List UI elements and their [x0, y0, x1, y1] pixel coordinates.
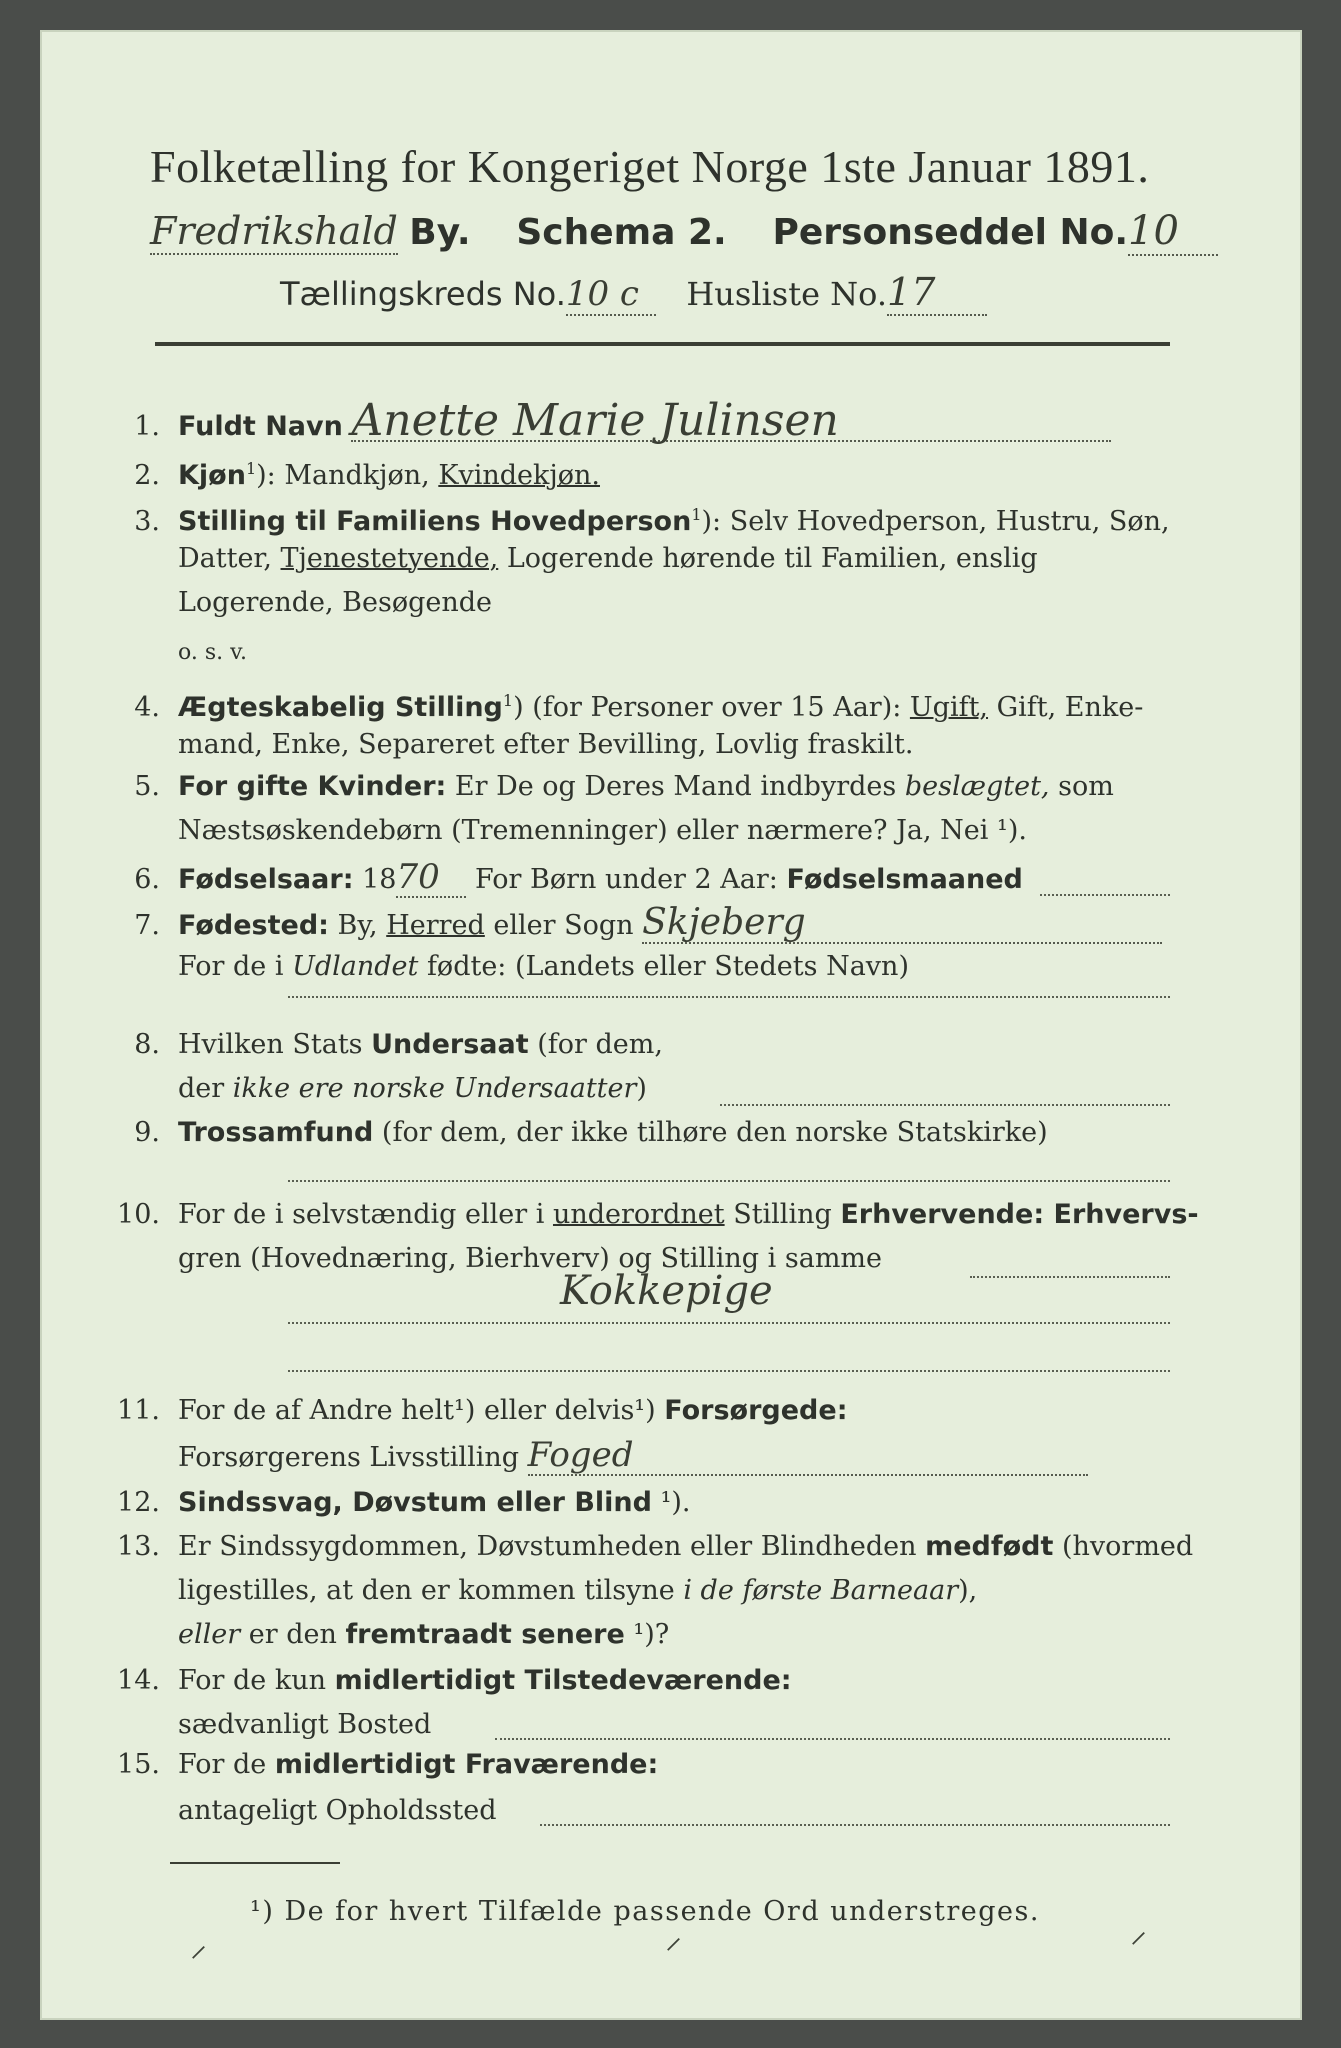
q10-occupation-answer: Kokkepige [560, 1268, 773, 1314]
header-line-kreds [280, 270, 987, 316]
q10-line2: gren (Hovednæring, Bierhverv) og Stilling i samme [178, 1243, 883, 1274]
q13-eller: eller [178, 1619, 241, 1650]
q13-footnote: ¹)? [624, 1619, 670, 1650]
q1-number: 1. [134, 411, 160, 442]
q12-footnote: ¹). [651, 1487, 691, 1518]
q12 [100, 1484, 691, 1522]
q7 [100, 904, 1162, 945]
q7-fill-line [288, 996, 1170, 998]
q5-som: som [1049, 771, 1114, 802]
q3-line3: Logerende, Besøgende [178, 587, 492, 618]
q15-text: For de [178, 1749, 275, 1780]
q2-label: Kjøn [178, 460, 246, 491]
q13-medfodt: medfødt [925, 1531, 1054, 1562]
q3-label: Stilling til Familiens Hovedperson [178, 506, 692, 537]
q7-line2 [178, 948, 909, 986]
q13-line2 [178, 1572, 977, 1610]
q14-number: 14. [117, 1665, 160, 1696]
q15-fravaerende: midlertidigt Fraværende: [274, 1749, 659, 1780]
q12-number: 12. [117, 1487, 160, 1518]
q1 [100, 395, 1111, 446]
q14-fill-line [495, 1738, 1170, 1740]
kreds-number: 10 c [566, 274, 656, 316]
q13-er-den: er den [240, 1619, 346, 1650]
q9-fill-line [288, 1180, 1170, 1182]
q10-fill-line-3 [288, 1370, 1170, 1372]
q10-number: 10. [117, 1199, 160, 1230]
q7-landets: fødte: (Landets eller Stedets Navn) [418, 951, 909, 982]
q4-line2: mand, Enke, Separeret efter Bevilling, Lovlig fraskilt. [178, 729, 914, 760]
q4-text: ) (for Personer over 15 Aar): [513, 692, 910, 723]
personseddel-label: Personseddel No. [772, 212, 1129, 253]
q1-label: Fuldt Navn [178, 411, 343, 442]
header-rule [155, 342, 1170, 346]
q5 [100, 768, 1114, 806]
q8 [100, 1026, 663, 1064]
q10-fill-line-1 [970, 1276, 1170, 1278]
q2 [100, 450, 600, 495]
q6 [100, 858, 1023, 899]
q3-logerende: Logerende hørende til Familien, enslig [498, 543, 1038, 574]
q8-der: der [178, 1073, 233, 1104]
q11-line2 [178, 1436, 1088, 1477]
q2-number: 2. [134, 460, 160, 491]
q14 [100, 1662, 792, 1700]
by-label: By. [409, 212, 471, 253]
q8-text: Hvilken Stats [178, 1029, 372, 1060]
q7-herred-underlined: Herred [386, 910, 485, 941]
q12-label: Sindssvag, Døvstum eller Blind [178, 1487, 652, 1518]
husliste-number: 17 [887, 270, 987, 316]
q6-year-handwritten: 70 [396, 858, 466, 898]
q13-number: 13. [117, 1531, 160, 1562]
q9-text: (for dem, der ikke tilhøre den norske Statskirke) [373, 1117, 1048, 1148]
q11-livsstilling-label: Forsørgerens Livsstilling [178, 1442, 520, 1473]
q10-fill-line-2 [288, 1322, 1170, 1324]
header-line-town [150, 208, 1218, 256]
form-title: Folketælling for Kongeriget Norge 1ste Januar 1891. [150, 141, 1150, 192]
q14-tilstedevaerende: midlertidigt Tilstedeværende: [334, 1665, 792, 1696]
q13 [100, 1528, 1193, 1566]
q3-footnote-ref: 1 [691, 505, 702, 524]
q11-provider-answer: Foged [528, 1436, 1088, 1476]
q7-number: 7. [134, 910, 160, 941]
footnote-rule [170, 1862, 340, 1864]
q10-stilling: Stilling [724, 1199, 841, 1230]
q14-line2: sædvanligt Bosted [178, 1709, 432, 1740]
q3-line2 [178, 540, 1038, 578]
town-handwritten: Fredrikshald [150, 209, 398, 253]
q8-paren: ) [636, 1073, 647, 1104]
q2-footnote-ref: 1 [245, 459, 257, 478]
q14-text: For de kun [178, 1665, 335, 1696]
q13-hvormed: (hvormed [1053, 1531, 1194, 1562]
q8-ikke-norske: ikke ere norske Undersaatter [232, 1073, 637, 1104]
q8-fill-line [720, 1104, 1170, 1106]
q5-text: Er De og Deres Mand indbyrdes [446, 771, 905, 802]
q13-barneaar: i de første Barneaar [683, 1575, 959, 1606]
q4 [100, 682, 1143, 727]
stray-mark-left: ⸝ [190, 1925, 207, 1965]
q6-number: 6. [134, 864, 160, 895]
q10-erhvervende: Erhvervende: Erhvervs- [840, 1199, 1199, 1230]
q7-sogn: eller Sogn [484, 910, 634, 941]
q4-gift-enke: Gift, Enke- [988, 692, 1144, 723]
q5-beslaegtet: beslægtet, [904, 771, 1050, 802]
schema-label: Schema 2. [516, 212, 727, 253]
q7-label: Fødested: [178, 910, 329, 941]
q3-number: 3. [134, 506, 160, 537]
census-form [40, 30, 1302, 2020]
q3-datter: Datter, [178, 543, 281, 574]
q6-text: For Børn under 2 Aar: [466, 864, 787, 895]
stray-mark-middle: ⸝ [665, 1917, 682, 1957]
q13-text: Er Sindssygdommen, Døvstumheden eller Blindheden [178, 1531, 926, 1562]
q6-fill-line [1040, 894, 1170, 896]
q11 [100, 1392, 848, 1430]
stray-mark-right: ⸝ [1130, 1911, 1147, 1951]
q3-tjenestetyende-underlined: Tjenestetyende, [280, 543, 499, 574]
q7-udlandet: Udlandet [292, 951, 419, 982]
q3-line4: o. s. v. [178, 640, 247, 665]
q15 [100, 1746, 658, 1784]
q10-underordnet-underlined: underordnet [552, 1199, 725, 1230]
q8-for-dem: (for dem, [528, 1029, 663, 1060]
footnote: ¹) De for hvert Tilfælde passende Ord understreges. [250, 1896, 1040, 1927]
q11-text: For de af Andre helt¹) eller delvis¹) [178, 1395, 665, 1426]
q4-footnote-ref: 1 [502, 691, 514, 710]
q8-line2 [178, 1070, 647, 1108]
q15-number: 15. [117, 1749, 160, 1780]
q5-label: For gifte Kvinder: [178, 771, 447, 802]
q5-line2: Næstsøskendebørn (Tremenninger) eller nærmere? Ja, Nei ¹). [178, 815, 1027, 846]
q13-ligestilles: ligestilles, at den er kommen tilsyne [178, 1575, 684, 1606]
q4-number: 4. [134, 692, 160, 723]
q9-label: Trossamfund [178, 1117, 374, 1148]
q10-text: For de i selvstændig eller i [178, 1199, 553, 1230]
q6-year-prefix: 18 [353, 864, 397, 895]
q13-line3 [178, 1616, 669, 1654]
husliste-label: Husliste No. [686, 275, 888, 313]
q6-label: Fødselsaar: [178, 864, 354, 895]
q8-undersaat: Undersaat [371, 1029, 529, 1060]
q7-for-de-i: For de i [178, 951, 293, 982]
q9-number: 9. [134, 1117, 160, 1148]
q5-number: 5. [134, 771, 160, 802]
q3-line1: ): Selv Hovedperson, Hustru, Søn, [701, 506, 1170, 537]
q9 [100, 1114, 1048, 1152]
q6-birth-month-label: Fødselsmaaned [786, 864, 1023, 895]
q15-fill-line [540, 1824, 1170, 1826]
q2-text-female-underlined: Kvindekjøn. [438, 460, 600, 491]
q13-paren: ), [958, 1575, 978, 1606]
personseddel-number: 10 [1128, 208, 1218, 256]
q4-ugift-underlined: Ugift, [909, 692, 989, 723]
q7-by: By, [328, 910, 387, 941]
q8-number: 8. [134, 1029, 160, 1060]
q1-name-answer: Anette Marie Julinsen [351, 402, 1111, 442]
q10 [100, 1196, 1199, 1234]
q11-forsorgede: Forsørgede: [664, 1395, 848, 1426]
q11-number: 11. [117, 1395, 160, 1426]
q13-fremtraadt: fremtraadt senere [345, 1619, 625, 1650]
q7-birthplace-answer: Skjeberg [642, 904, 1162, 944]
q15-line2: antageligt Opholdssted [178, 1795, 497, 1826]
q3 [100, 496, 1170, 541]
q4-label: Ægteskabelig Stilling [178, 692, 503, 723]
q2-text-male: ): Mandkjøn, [256, 460, 439, 491]
kreds-label: Tællingskreds No. [280, 275, 566, 313]
